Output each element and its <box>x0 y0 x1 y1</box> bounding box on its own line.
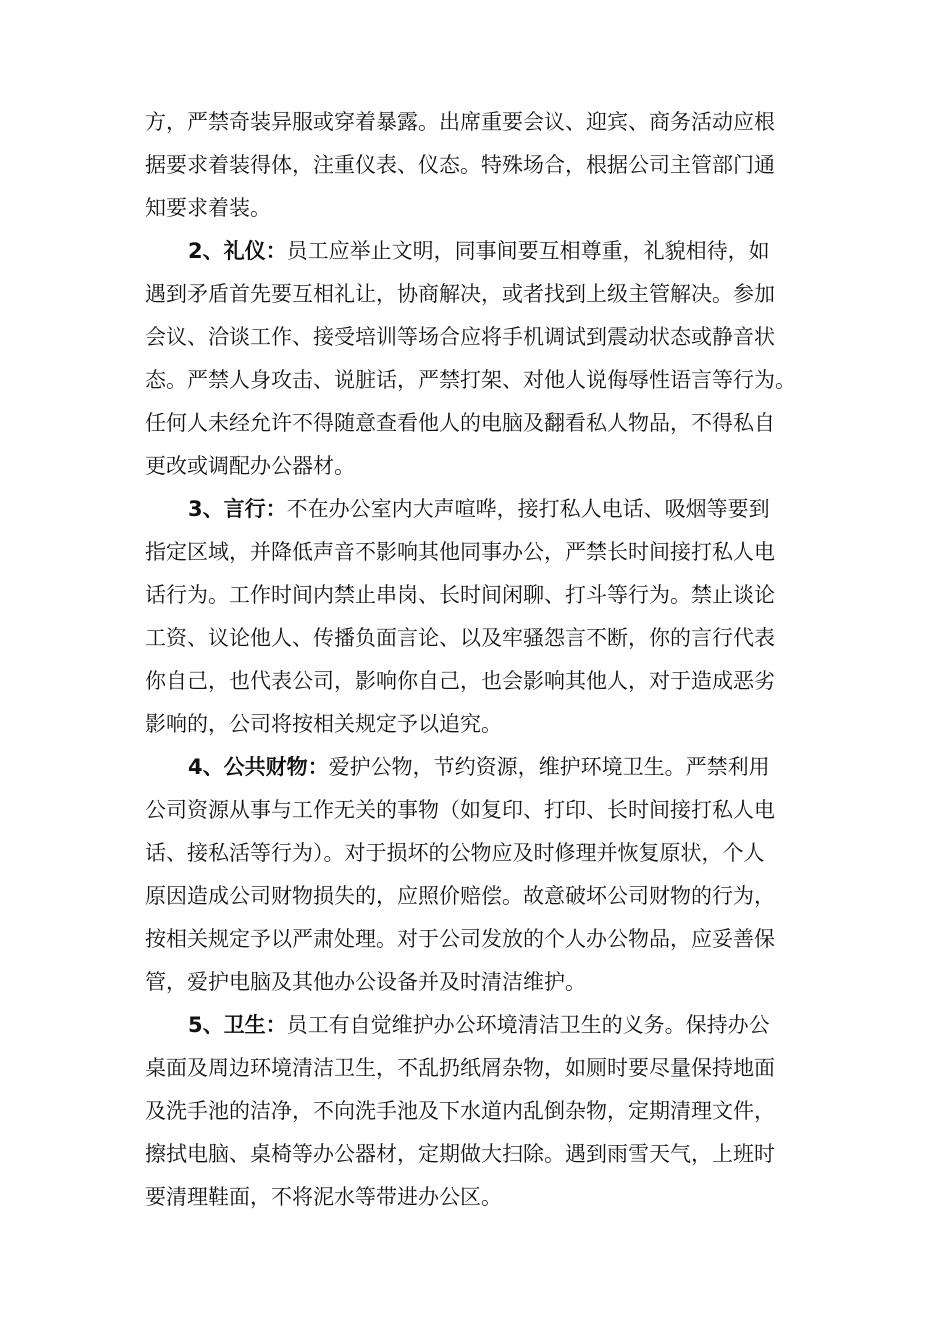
paragraph-first-line <box>188 1010 770 1040</box>
section-heading: 2、礼仪： <box>188 239 287 263</box>
text-line: 管，爱护电脑及其他办公设备并及时清洁维护。 <box>145 970 586 994</box>
text-line: 任何人未经允许不得随意查看他人的电脑及翻看私人物品，不得私自 <box>145 411 775 435</box>
text-run: 员工有自觉维护办公环境清洁卫生的义务。保持办公 <box>286 1013 770 1037</box>
text-line: 工资、议论他人、传播负面言论、以及牢骚怨言不断，你的言行代表 <box>145 626 775 650</box>
text-line: 要清理鞋面，不将泥水等带进办公区。 <box>145 1185 502 1209</box>
text-line: 遇到矛盾首先要互相礼让，协商解决，或者找到上级主管解决。参加 <box>145 282 775 306</box>
text-line: 擦拭电脑、桌椅等办公器材，定期做大扫除。遇到雨雪天气，上班时 <box>145 1142 775 1166</box>
text-run: 员工应举止文明，同事间要互相尊重，礼貌相待，如 <box>286 239 770 263</box>
text-line: 会议、洽谈工作、接受培训等场合应将手机调试到震动状态或静音状 <box>145 325 775 349</box>
text-line: 方，严禁奇装异服或穿着暴露。出席重要会议、迎宾、商务活动应根 <box>145 110 775 134</box>
text-line: 你自己，也代表公司，影响你自己，也会影响其他人，对于造成恶劣 <box>145 669 775 693</box>
text-line: 按相关规定予以严肃处理。对于公司发放的个人办公物品，应妥善保 <box>145 927 775 951</box>
text-line: 指定区域，并降低声音不影响其他同事办公，严禁长时间接打私人电 <box>145 540 775 564</box>
text-line: 及洗手池的洁净，不向洗手池及下水道内乱倒杂物，定期清理文件， <box>145 1099 775 1123</box>
text-line: 知要求着装。 <box>145 196 271 220</box>
text-line: 话、接私活等行为）。对于损坏的公物应及时修理并恢复原状，个人 <box>145 841 765 865</box>
text-line: 态。严禁人身攻击、说脏话，严禁打架、对他人说侮辱性语言等行为。 <box>145 368 796 392</box>
text-line: 公司资源从事与工作无关的事物（如复印、打印、长时间接打私人电 <box>145 798 775 822</box>
paragraph-first-line <box>188 494 770 524</box>
text-run: 爱护公物，节约资源，维护环境卫生。严禁利用 <box>328 755 770 779</box>
section-heading: 3、言行： <box>188 497 287 521</box>
text-run: 不在办公室内大声喧哗，接打私人电话、吸烟等要到 <box>286 497 770 521</box>
section-heading: 5、卫生： <box>188 1013 287 1037</box>
text-line: 影响的，公司将按相关规定予以追究。 <box>145 712 502 736</box>
paragraph-first-line <box>188 236 770 266</box>
text-line: 更改或调配办公器材。 <box>145 454 355 478</box>
text-line: 话行为。工作时间内禁止串岗、长时间闲聊、打斗等行为。禁止谈论 <box>145 583 775 607</box>
text-line: 据要求着装得体，注重仪表、仪态。特殊场合，根据公司主管部门通 <box>145 153 775 177</box>
text-line: 原因造成公司财物损失的，应照价赔偿。故意破坏公司财物的行为， <box>145 884 775 908</box>
section-heading: 4、公共财物： <box>188 755 329 779</box>
text-line: 桌面及周边环境清洁卫生，不乱扔纸屑杂物，如厕时要尽量保持地面 <box>145 1056 775 1080</box>
paragraph-first-line <box>188 752 770 782</box>
